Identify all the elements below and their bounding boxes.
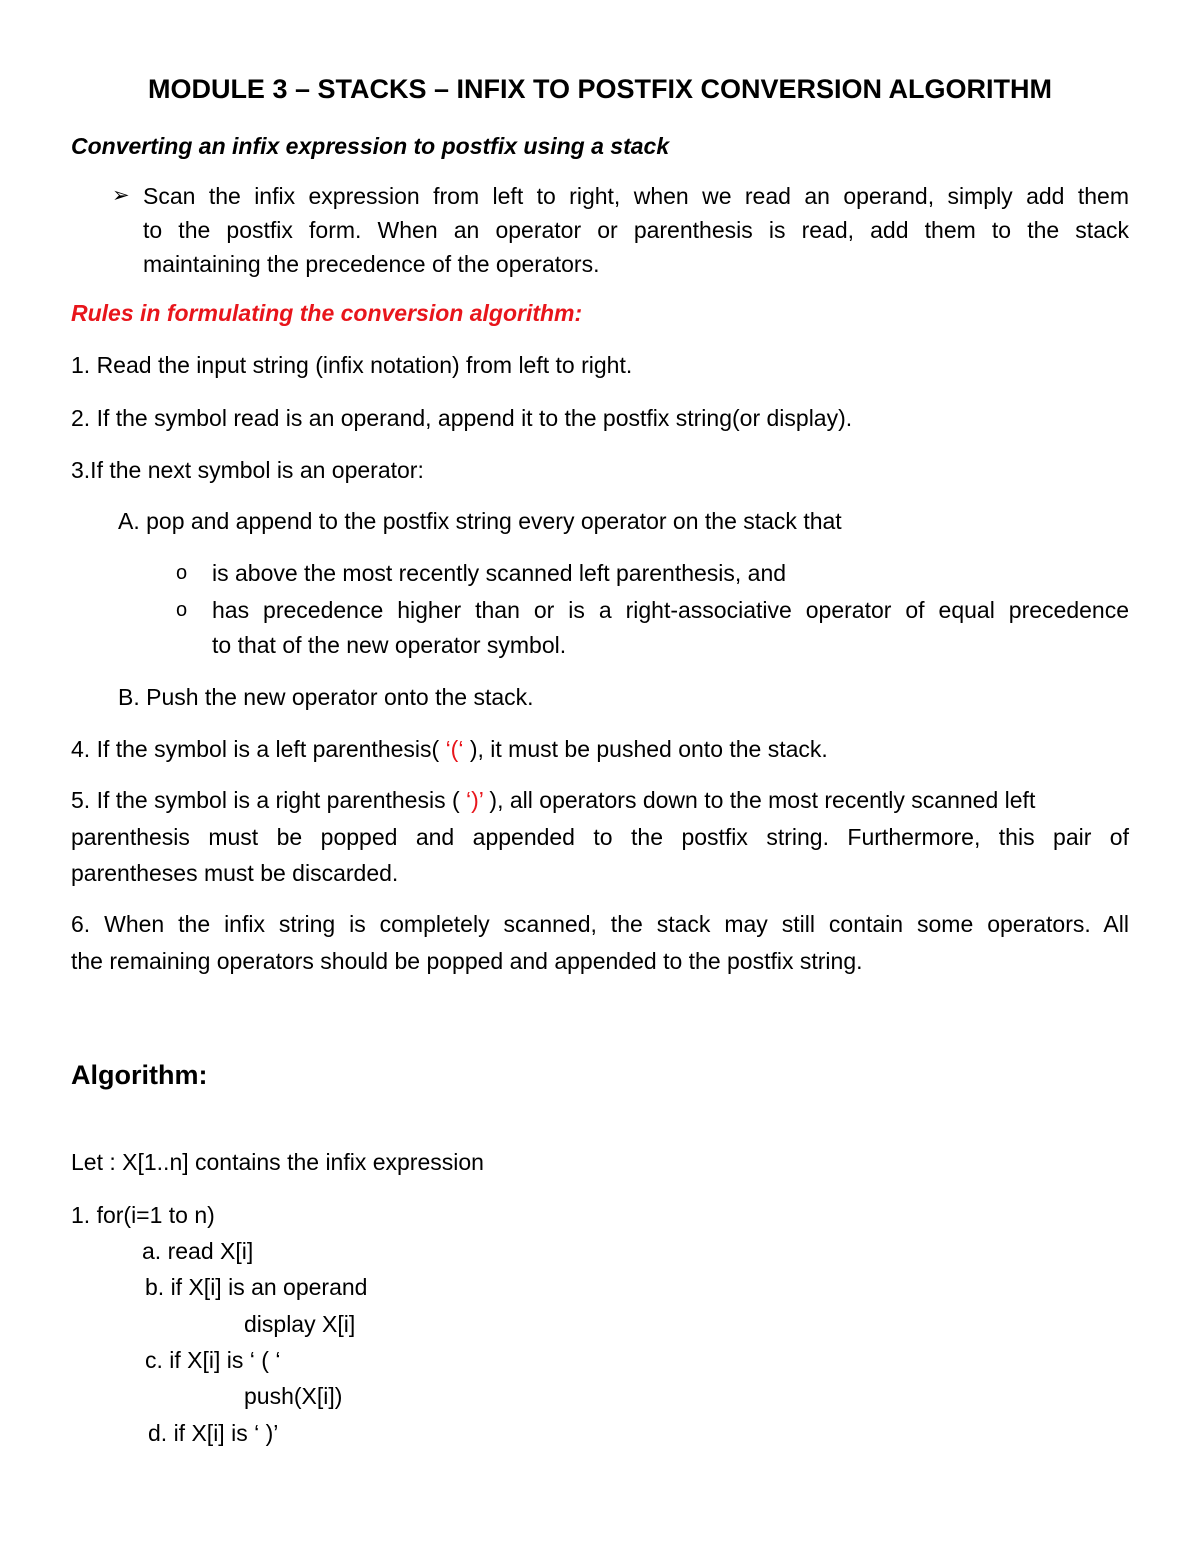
rule-5-text-start: 5. If the symbol is a right parenthesis (: [71, 787, 467, 813]
algorithm-step-1b: b. if X[i] is an operand: [145, 1274, 368, 1300]
rule-3a-bullet-2-line-2: to that of the new operator symbol.: [212, 632, 567, 658]
subtitle: Converting an infix expression to postfix using a stack: [71, 133, 670, 159]
rule-3a: A. pop and append to the postfix string every operator on the stack that: [118, 508, 842, 534]
rules-heading: Rules in formulating the conversion algorithm:: [71, 300, 583, 326]
rule-3a-bullet-2-line-1: has precedence higher than or is a right-associative operator of equal precedence: [212, 597, 1129, 623]
rule-2: 2. If the symbol read is an operand, append it to the postfix string(or display).: [71, 405, 853, 431]
rule-6-line-1: 6. When the infix string is completely scanned, the stack may still contain some operators. All: [71, 911, 1129, 937]
page-title: MODULE 3 – STACKS – INFIX TO POSTFIX CONVERSION ALGORITHM: [147, 74, 1053, 104]
algorithm-let-line: Let : X[1..n] contains the infix expression: [71, 1149, 484, 1175]
algorithm-heading: Algorithm:: [71, 1060, 208, 1090]
rule-3a-bullet-1: is above the most recently scanned left parenthesis, and: [212, 560, 787, 586]
algorithm-step-1c-body: push(X[i]): [244, 1383, 343, 1409]
circle-bullet-icon: o: [176, 562, 188, 584]
rule-5-line-1: [71, 785, 1035, 815]
intro-line-3: maintaining the precedence of the operators.: [143, 251, 600, 277]
rule-4-text-end: ), it must be pushed onto the stack.: [463, 736, 828, 762]
intro-line-1: Scan the infix expression from left to right, when we read an operand, simply add them: [143, 183, 1129, 209]
circle-bullet-icon: o: [176, 599, 188, 621]
algorithm-step-1a: a. read X[i]: [142, 1238, 254, 1264]
rule-6-line-2: the remaining operators should be popped and appended to the postfix string.: [71, 948, 863, 974]
algorithm-step-1b-body: display X[i]: [244, 1311, 356, 1337]
rule-4: [71, 734, 828, 764]
intro-line-2: to the postfix form. When an operator or parenthesis is read, add them to the stack: [143, 217, 1129, 243]
algorithm-step-1: 1. for(i=1 to n): [71, 1202, 215, 1228]
rule-3b: B. Push the new operator onto the stack.: [118, 684, 534, 710]
algorithm-step-1c: c. if X[i] is ‘ ( ‘: [145, 1347, 281, 1373]
rule-5-text-end: ), all operators down to the most recently scanned left: [483, 787, 1036, 813]
rule-5-line-2: parenthesis must be popped and appended to the postfix string. Furthermore, this pair of: [71, 824, 1129, 850]
rule-4-left-paren: ‘(‘: [445, 736, 464, 762]
rule-1: 1. Read the input string (infix notation) from left to right.: [71, 352, 633, 378]
rule-5-line-3: parentheses must be discarded.: [71, 860, 399, 886]
algorithm-step-1d: d. if X[i] is ‘ )’: [148, 1420, 279, 1446]
arrow-bullet-icon: ➢: [112, 184, 130, 207]
rule-3: 3.If the next symbol is an operator:: [71, 457, 424, 483]
rule-5-right-paren: ‘)’: [466, 787, 484, 813]
rule-4-text-start: 4. If the symbol is a left parenthesis(: [71, 736, 446, 762]
